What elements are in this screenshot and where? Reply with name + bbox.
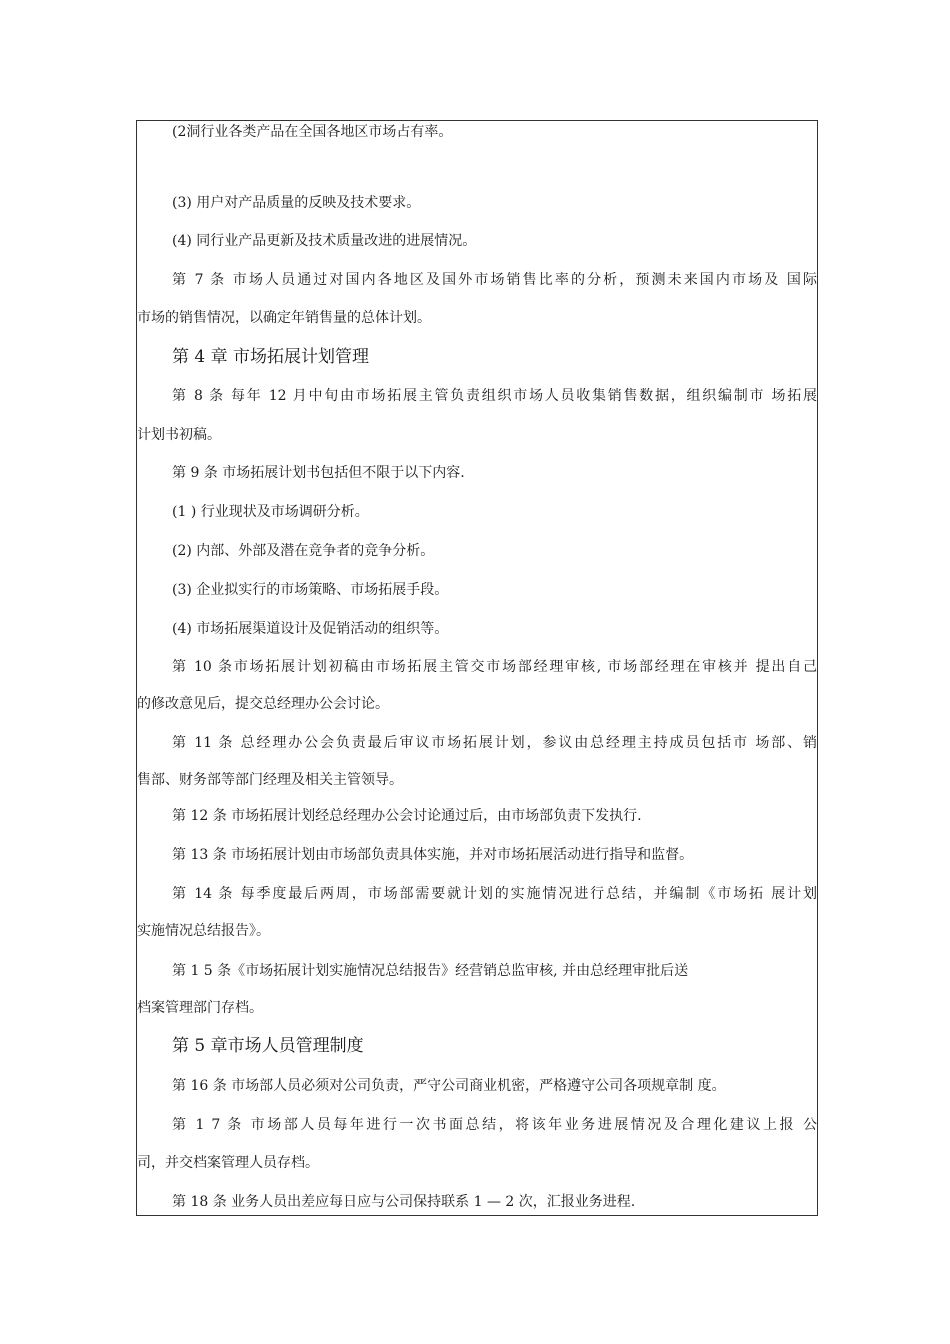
list-item-3: (3) 用户对产品质量的反映及技术要求。: [172, 195, 421, 211]
article-17-line-1: 第 1 7 条 市场部人员每年进行一次书面总结，将该年业务进展情况及合理化建议上报 公: [172, 1117, 817, 1133]
article-14-line-1: 第 14 条 每季度最后两周，市场部需要就计划的实施情况进行总结，并编制《市场拓 展计划: [172, 886, 817, 902]
article-15-line-2: 档案管理部门存档。: [137, 1000, 263, 1016]
list-item-2: (2洞行业各类产品在全国各地区市场占有率。: [172, 124, 453, 140]
chapter-5-heading: 第 5 章市场人员管理制度: [172, 1036, 364, 1056]
article-8-line-1: 第 8 条 每年 12 月中旬由市场拓展主管负责组织市场人员收集销售数据，组织编制市 场拓展: [172, 388, 817, 404]
article-18: 第 18 条 业务人员出差应每日应与公司保持联系 1 — 2 次，汇报业务进程.: [172, 1194, 636, 1210]
article-12: 第 12 条 市场拓展计划经总经理办公会讨论通过后，由市场部负责下发执行.: [172, 808, 642, 824]
article-9-item-2: (2) 内部、外部及潜在竞争者的竞争分析。: [172, 543, 435, 559]
article-9-item-3: (3) 企业拟实行的市场策略、市场拓展手段。: [172, 582, 449, 598]
article-13: 第 13 条 市场拓展计划由市场部负责具体实施，并对市场拓展活动进行指导和监督。: [172, 847, 694, 863]
article-14-line-2: 实施情况总结报告》。: [137, 923, 270, 939]
article-16: 第 16 条 市场部人员必须对公司负责，严守公司商业机密，严格遵守公司各项规章制 度。: [172, 1078, 726, 1094]
article-9: 第 9 条 市场拓展计划书包括但不限于以下内容.: [172, 465, 465, 481]
article-10-line-2: 的修改意见后，提交总经理办公会讨论。: [137, 696, 389, 712]
article-7-line-2: 市场的销售情况，以确定年销售量的总体计划。: [137, 310, 431, 326]
article-11-line-2: 售部、财务部等部门经理及相关主管领导。: [137, 772, 403, 788]
article-8-line-2: 计划书初稿。: [137, 427, 221, 443]
article-15-line-1: 第 1 5 条《市场拓展计划实施情况总结报告》经营销总监审核, 并由总经理审批后送: [172, 963, 689, 979]
article-11-line-1: 第 11 条 总经理办公会负责最后审议市场拓展计划，参议由总经理主持成员包括市 场部、销: [172, 735, 817, 751]
article-10-line-1: 第 10 条市场拓展计划初稿由市场拓展主管交市场部经理审核, 市场部经理在审核并 提出自己: [172, 659, 817, 675]
chapter-4-heading: 第 4 章 市场拓展计划管理: [172, 347, 370, 367]
list-item-4: (4) 同行业产品更新及技术质量改进的进展情况。: [172, 233, 477, 249]
article-7-line-1: 第 7 条 市场人员通过对国内各地区及国外市场销售比率的分析，预测未来国内市场及 国际: [172, 272, 817, 288]
article-9-item-1: (1 ) 行业现状及市场调研分析。: [172, 504, 369, 520]
article-9-item-4: (4) 市场拓展渠道设计及促销活动的组织等。: [172, 621, 449, 637]
article-17-line-2: 司，并交档案管理人员存档。: [137, 1155, 319, 1171]
